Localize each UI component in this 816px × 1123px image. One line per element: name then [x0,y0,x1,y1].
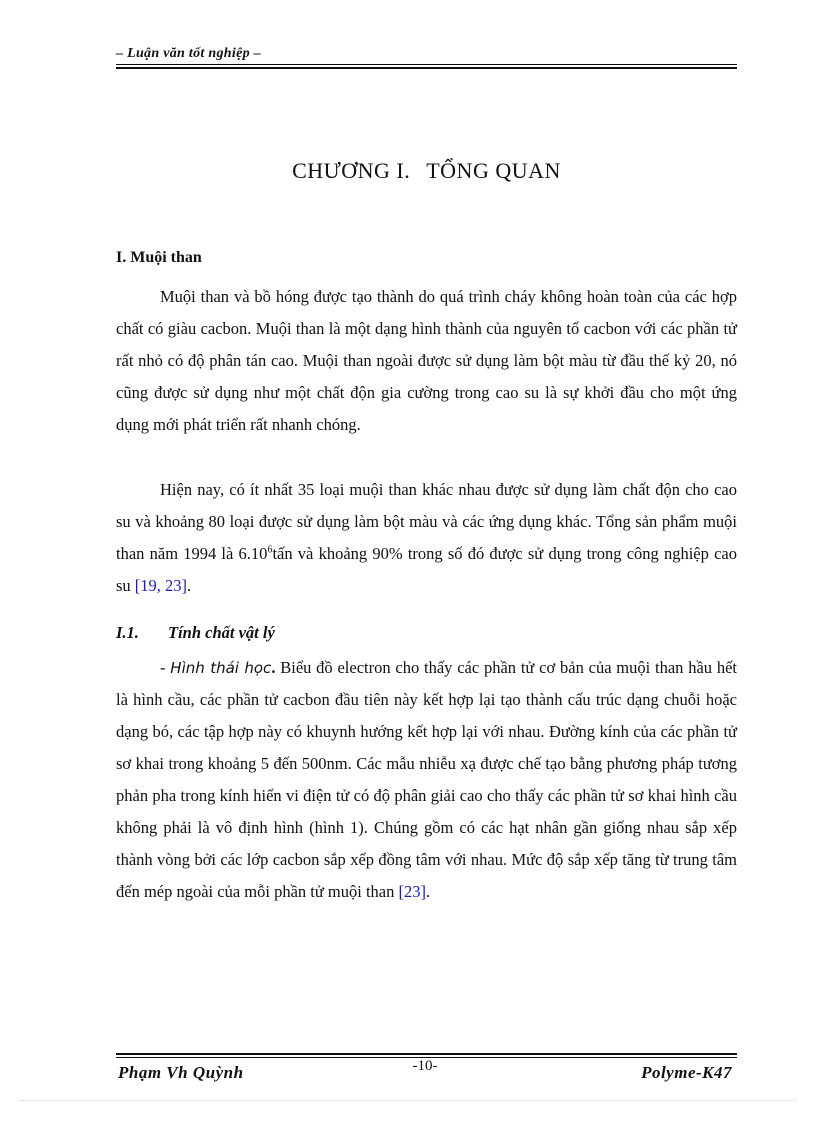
section-heading: I. Muội than [116,249,202,266]
subsection-title: Tính chất vật lý [168,623,275,642]
header-rule-thick [116,67,737,69]
footer-page-number: -10- [412,1058,438,1074]
chapter-name: TỔNG QUAN [426,158,561,183]
paragraph-2-end: . [187,576,192,595]
paragraph-2-text-before: Hiện nay, có ít nhất 35 loại muội than khác nhau được sử dụng làm chất độn cho cao su và khoảng 80 loại được sử dụng làm bột màu và các ứng dụng khác. Tổng sản phẩm muội than năm 1994 là 6.10 [116,480,737,563]
paragraph-3-lead: - [160,658,171,677]
chapter-number: CHƯƠNG I. [292,158,411,183]
header-rule-thin [116,64,737,65]
subsection-heading [116,623,275,643]
footer-author: Phạm Vh Quỳnh [118,1063,244,1082]
paragraph-1-text: Muội than và bồ hóng được tạo thành do quá trình cháy không hoàn toàn của các hợp chất có giàu cacbon. Muội than là một dạng hình thành của nguyên tố cacbon với các phần tử rất nhỏ có độ phân tán cao. Muội than ngoài được sử dụng làm bột màu từ đầu thế kỷ 20, nó cũng được sử dụng như một chất độn gia cường trong cao su là sự khởi đầu cho một ứng dụng mới phát triển rất nhanh chóng. [116,287,737,434]
paragraph-3-text: Biểu đồ electron cho thấy các phần tử cơ bản của muội than hầu hết là hình cầu, các phần tử cacbon đầu tiên này kết hợp lại tạo thành cấu trúc dạng chuỗi hoặc dạng bó, các tập hợp này có khuynh hướng kết hợp lại với nhau. Đường kính của các phần tử sơ khai trong khoảng 5 đến 500nm. Các mẫu nhiễu xạ được chế tạo bằng phương pháp tương phản pha trong kính hiển vi điện tử có độ phân giải cao cho thấy các phần tử sơ khai hình cầu không phải là vô định hình (hình 1). Chúng gồm có các hạt nhân gần giống nhau sắp xếp thành vòng bởi các lớp cacbon sắp xếp đồng tâm với nhau. Mức độ sắp xếp tăng từ trung tâm đến mép ngoài của mỗi phần tử muội than [116,658,737,901]
paragraph-3 [116,652,737,908]
citation-link[interactable]: [19, 23] [134,576,188,595]
running-header: – Luận văn tốt nghiệp – [116,46,261,61]
paragraph-2-text-after: tấn và khoảng 90% trong số đó được sử dụng trong công nghiệp cao su [116,544,737,595]
footer-rule-thick [116,1053,737,1055]
paragraph-2-superscript: 6 [267,544,273,556]
subsection-number: I.1. [116,623,139,642]
term-morphology: Hình thái học [170,659,272,677]
page-bottom-dotted-border [20,1100,796,1101]
paragraph-2 [116,474,737,602]
citation-link-23[interactable]: [23] [398,882,427,901]
footer-class-label: Polyme-K47 [641,1063,732,1082]
paragraph-1 [116,281,737,441]
paragraph-3-end: . [426,882,431,901]
term-end: . [271,658,276,677]
chapter-title [116,158,737,184]
